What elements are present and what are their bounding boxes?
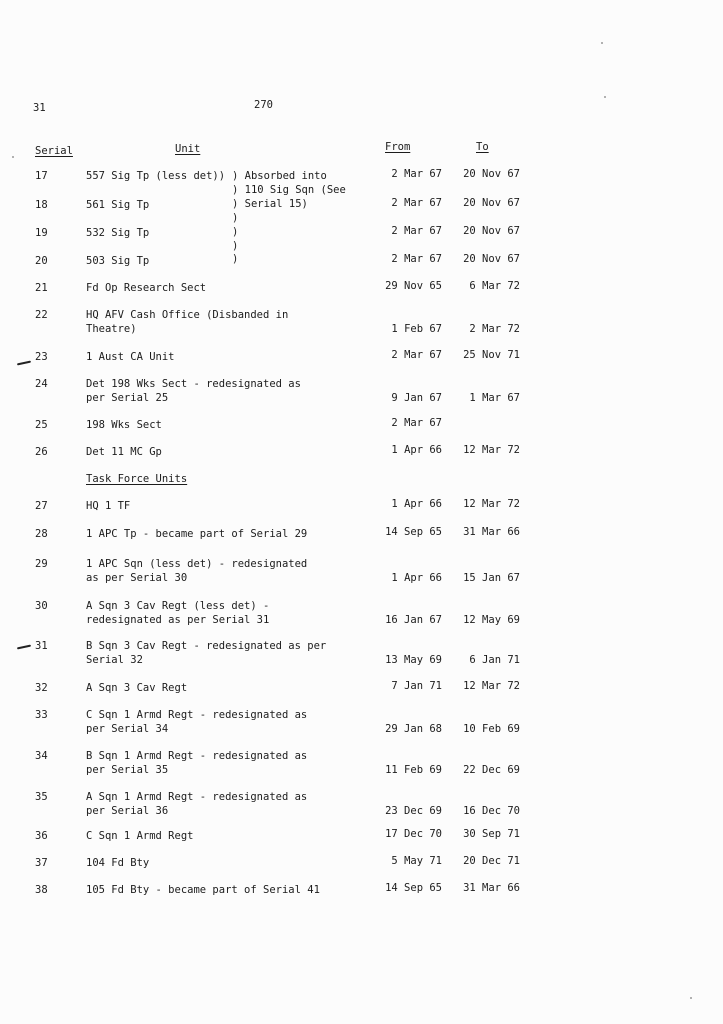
row-serial: 38 [35, 884, 48, 896]
row-unit-line: 561 Sig Tp [86, 199, 150, 211]
row-from-date: 1 Apr 66 [391, 444, 442, 456]
scan-speck [690, 997, 692, 999]
row-from-date: 1 Apr 66 [391, 572, 442, 584]
row-unit-line: B Sqn 3 Cav Regt - redesignated as per [86, 640, 327, 652]
row-unit-line: Fd Op Research Sect [86, 282, 207, 294]
column-header-serial: Serial [35, 145, 73, 157]
row-unit-line: HQ 1 TF [86, 500, 131, 512]
row-from-date: 29 Jan 68 [385, 723, 442, 735]
row-from-date: 14 Sep 65 [385, 526, 442, 538]
row-unit-line: C Sqn 1 Armd Regt [86, 830, 194, 842]
row-from-date: 7 Jan 71 [391, 680, 442, 692]
column-header-from: From [385, 141, 411, 153]
row-unit-line: 104 Fd Bty [86, 857, 150, 869]
row-to-date: 22 Dec 69 [463, 764, 520, 776]
row-unit-line: A Sqn 3 Cav Regt [86, 682, 188, 694]
row-from-date: 23 Dec 69 [385, 805, 442, 817]
row-to-date: 6 Mar 72 [469, 280, 520, 292]
row-to-date: 12 Mar 72 [463, 680, 520, 692]
row-unit-line: 503 Sig Tp [86, 255, 150, 267]
group-note-line: ) [232, 226, 239, 238]
row-from-date: 1 Apr 66 [391, 498, 442, 510]
row-serial: 18 [35, 199, 48, 211]
group-note-line: ) [232, 240, 239, 252]
row-to-date: 2 Mar 72 [469, 323, 520, 335]
row-to-date: 30 Sep 71 [463, 828, 520, 840]
row-unit-line: A Sqn 3 Cav Regt (less det) - [86, 600, 270, 612]
row-serial: 34 [35, 750, 48, 762]
row-to-date: 6 Jan 71 [469, 654, 520, 666]
row-unit-line: 532 Sig Tp [86, 227, 150, 239]
row-to-date: 12 Mar 72 [463, 444, 520, 456]
row-unit-line: A Sqn 1 Armd Regt - redesignated as [86, 791, 308, 803]
row-from-date: 16 Jan 67 [385, 614, 442, 626]
scan-speck [604, 96, 606, 98]
row-from-date: 2 Mar 67 [391, 197, 442, 209]
row-serial: 29 [35, 558, 48, 570]
row-to-date: 31 Mar 66 [463, 882, 520, 894]
row-to-date: 20 Nov 67 [463, 197, 520, 209]
row-unit-line: 198 Wks Sect [86, 419, 162, 431]
section-heading: Task Force Units [86, 473, 188, 485]
row-unit-line: redesignated as per Serial 31 [86, 614, 270, 626]
row-unit-line: C Sqn 1 Armd Regt - redesignated as [86, 709, 308, 721]
row-unit-line: per Serial 34 [86, 723, 169, 735]
group-note-line: ) [232, 253, 239, 265]
row-serial: 27 [35, 500, 48, 512]
row-unit-line: 557 Sig Tp (less det)) [86, 170, 226, 182]
row-serial: 28 [35, 528, 48, 540]
row-serial: 30 [35, 600, 48, 612]
row-serial: 20 [35, 255, 48, 267]
row-unit-line: HQ AFV Cash Office (Disbanded in [86, 309, 289, 321]
row-to-date: 1 Mar 67 [469, 392, 520, 404]
scan-speck [601, 42, 603, 44]
row-unit-line: per Serial 35 [86, 764, 169, 776]
row-from-date: 14 Sep 65 [385, 882, 442, 894]
row-unit-line: as per Serial 30 [86, 572, 188, 584]
row-to-date: 20 Nov 67 [463, 168, 520, 180]
row-serial: 22 [35, 309, 48, 321]
row-serial: 31 [35, 640, 48, 652]
row-from-date: 17 Dec 70 [385, 828, 442, 840]
row-serial: 23 [35, 351, 48, 363]
row-to-date: 15 Jan 67 [463, 572, 520, 584]
row-from-date: 2 Mar 67 [391, 349, 442, 361]
row-unit-line: Det 11 MC Gp [86, 446, 162, 458]
row-from-date: 9 Jan 67 [391, 392, 442, 404]
row-serial: 37 [35, 857, 48, 869]
row-unit-line: 1 Aust CA Unit [86, 351, 175, 363]
row-unit-line: Det 198 Wks Sect - redesignated as [86, 378, 301, 390]
row-from-date: 5 May 71 [391, 855, 442, 867]
row-to-date: 31 Mar 66 [463, 526, 520, 538]
row-to-date: 16 Dec 70 [463, 805, 520, 817]
row-serial: 19 [35, 227, 48, 239]
row-unit-line: Theatre) [86, 323, 137, 335]
row-serial: 26 [35, 446, 48, 458]
row-from-date: 2 Mar 67 [391, 417, 442, 429]
page-number: 270 [254, 99, 273, 111]
row-serial: 25 [35, 419, 48, 431]
row-unit-line: B Sqn 1 Armd Regt - redesignated as [86, 750, 308, 762]
left-page-number: 31 [33, 102, 46, 114]
row-to-date: 10 Feb 69 [463, 723, 520, 735]
group-note-line: ) Serial 15) [232, 198, 308, 210]
row-serial: 17 [35, 170, 48, 182]
row-to-date: 25 Nov 71 [463, 349, 520, 361]
row-from-date: 2 Mar 67 [391, 253, 442, 265]
row-unit-line: per Serial 25 [86, 392, 169, 404]
row-unit-line: 1 APC Sqn (less det) - redesignated [86, 558, 308, 570]
row-serial: 21 [35, 282, 48, 294]
row-serial: 24 [35, 378, 48, 390]
row-from-date: 13 May 69 [385, 654, 442, 666]
row-from-date: 11 Feb 69 [385, 764, 442, 776]
row-unit-line: Serial 32 [86, 654, 143, 666]
row-to-date: 20 Dec 71 [463, 855, 520, 867]
group-note-line: ) 110 Sig Sqn (See [232, 184, 346, 196]
margin-mark [17, 361, 31, 366]
row-serial: 36 [35, 830, 48, 842]
row-serial: 33 [35, 709, 48, 721]
row-to-date: 12 Mar 72 [463, 498, 520, 510]
row-from-date: 2 Mar 67 [391, 225, 442, 237]
group-note-line: ) Absorbed into [232, 170, 327, 182]
row-unit-line: 105 Fd Bty - became part of Serial 41 [86, 884, 320, 896]
row-from-date: 2 Mar 67 [391, 168, 442, 180]
scan-speck [12, 156, 14, 158]
row-to-date: 20 Nov 67 [463, 253, 520, 265]
row-from-date: 29 Nov 65 [385, 280, 442, 292]
column-header-unit: Unit [175, 143, 201, 155]
row-to-date: 20 Nov 67 [463, 225, 520, 237]
row-to-date: 12 May 69 [463, 614, 520, 626]
row-unit-line: 1 APC Tp - became part of Serial 29 [86, 528, 308, 540]
row-from-date: 1 Feb 67 [391, 323, 442, 335]
group-note-line: ) [232, 212, 239, 224]
row-unit-line: per Serial 36 [86, 805, 169, 817]
column-header-to: To [476, 141, 489, 153]
row-serial: 35 [35, 791, 48, 803]
row-serial: 32 [35, 682, 48, 694]
margin-mark [17, 645, 31, 650]
